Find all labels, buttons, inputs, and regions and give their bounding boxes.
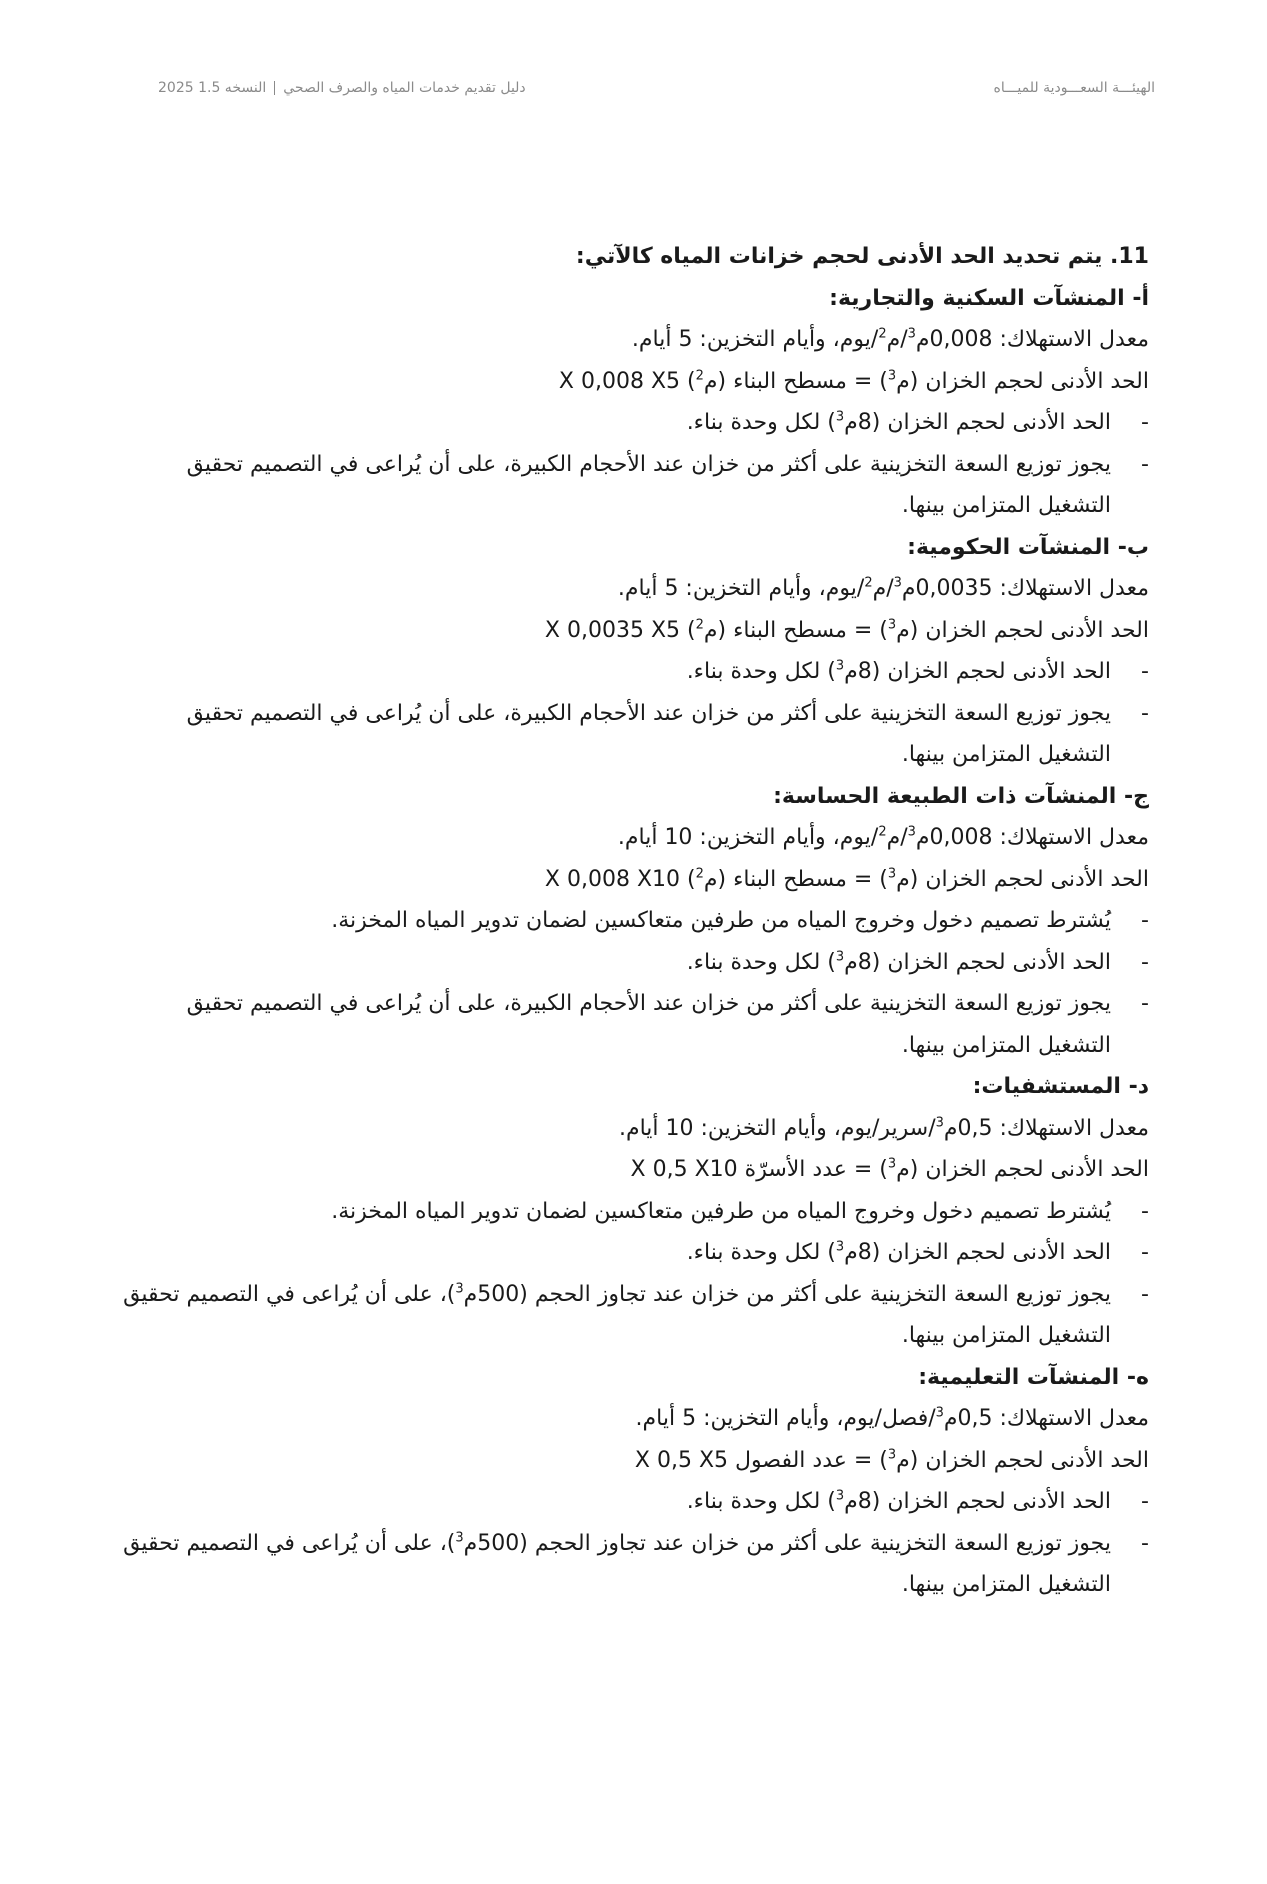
bullet-dash: -: [1141, 451, 1149, 477]
bullet-dash: -: [1141, 1198, 1149, 1224]
header-doc-title: دليل تقديم خدمات المياه والصرف الصحي: [283, 80, 526, 96]
bullet-distribution: [119, 1523, 1149, 1606]
superscript: 2: [695, 368, 704, 384]
bullet-dash: -: [1141, 908, 1149, 933]
text-run: ) لكل وحدة بناء.: [686, 410, 836, 435]
text-run: معدل الاستهلاك: 0,0035م: [901, 576, 1149, 601]
superscript: 3: [835, 1488, 845, 1504]
superscript: 3: [887, 866, 897, 882]
bullet-dash: -: [1141, 1530, 1149, 1556]
text-run: /سرير/يوم، وأيام التخزين: 10 أيام.: [618, 1115, 936, 1141]
text-run: الحد الأدنى لحجم الخزان (م: [896, 1157, 1149, 1182]
min-volume-formula: [119, 1440, 1149, 1482]
text-run: يجوز توزيع السعة التخزينية على أكثر من خزان عند تجاوز الحجم (500م: [463, 1281, 1111, 1307]
section-title: ب- المنشآت الحكومية:: [907, 534, 1149, 560]
text-run: /م: [872, 576, 894, 601]
text-run: ) X 0,008 X5: [558, 368, 696, 394]
bullet-dash: -: [1141, 410, 1149, 435]
text-run: ) X 0,0035 X5: [544, 617, 696, 643]
text-run: الحد الأدنى لحجم الخزان (م: [896, 617, 1149, 643]
text-run: ) لكل وحدة بناء.: [686, 1240, 836, 1265]
bullet-min-volume: [119, 402, 1149, 444]
superscript: 2: [695, 617, 704, 633]
superscript: 3: [835, 1239, 845, 1255]
text-run: ) لكل وحدة بناء.: [686, 949, 836, 975]
bullet-inlet-outlet: [119, 1191, 1149, 1233]
min-volume-formula: [119, 361, 1149, 403]
text-run: ) = عدد الفصول X 0,5 X5: [634, 1447, 888, 1473]
header-doc-info: [158, 80, 526, 96]
superscript: 3: [887, 1156, 897, 1172]
text-run: /يوم، وأيام التخزين: 10 أيام.: [617, 825, 879, 850]
section-title: د- المستشفيات:: [972, 1074, 1149, 1099]
text-run: /فصل/يوم، وأيام التخزين: 5 أيام.: [635, 1406, 936, 1431]
text-run: الحد الأدنى لحجم الخزان (8م: [844, 949, 1111, 975]
text-run: الحد الأدنى لحجم الخزان (م: [896, 1447, 1149, 1473]
text-run: معدل الاستهلاك: 0,5م: [943, 1115, 1149, 1141]
text-run: يجوز توزيع السعة التخزينية على أكثر من خزان عند الأحجام الكبيرة، على أن يُراعى في التصميم تحقيق التشغيل المتزامن بينها.: [186, 991, 1111, 1058]
superscript: 2: [864, 575, 873, 591]
bullet-dash: -: [1141, 949, 1149, 975]
superscript: 3: [887, 617, 897, 633]
text-run: )، على أن يُراعى في التصميم تحقيق التشغيل المتزامن بينها.: [123, 1530, 1111, 1597]
bullet-distribution: [119, 444, 1149, 527]
text-run: معدل الاستهلاك: 0,008م: [915, 327, 1149, 352]
text-run: معدل الاستهلاك: 0,008م: [915, 825, 1149, 850]
text-run: الحد الأدنى لحجم الخزان (8م: [844, 1489, 1111, 1514]
bullet-dash: -: [1141, 1489, 1149, 1514]
text-run: الحد الأدنى لحجم الخزان (8م: [844, 410, 1111, 435]
section-title: ه- المنشآت التعليمية:: [918, 1364, 1149, 1390]
min-volume-formula: [119, 1149, 1149, 1191]
document-body: [119, 236, 1149, 1606]
superscript: 2: [878, 824, 887, 840]
superscript: 3: [455, 1530, 464, 1546]
text-run: ) X 0,008 X10: [544, 866, 696, 892]
text-run: يُشترط تصميم دخول وخروج المياه من طرفين متعاكسين لضمان تدوير المياه المخزنة.: [331, 1198, 1111, 1224]
section-title: ج- المنشآت ذات الطبيعة الحساسة:: [773, 783, 1149, 809]
superscript: 3: [835, 409, 845, 425]
text-run: /م: [886, 825, 908, 850]
superscript: 3: [935, 1115, 944, 1131]
bullet-dash: -: [1141, 1281, 1149, 1307]
bullet-dash: -: [1141, 700, 1149, 726]
text-run: /يوم، وأيام التخزين: 5 أيام.: [617, 576, 865, 601]
superscript: 3: [835, 658, 845, 674]
consumption-rate: [119, 1398, 1149, 1440]
text-run: /م: [886, 327, 908, 352]
text-run: معدل الاستهلاك: 0,5م: [943, 1406, 1149, 1431]
main-heading: 11. يتم تحديد الحد الأدنى لحجم خزانات المياه كالآتي:: [575, 244, 1149, 269]
bullet-dash: -: [1141, 1240, 1149, 1265]
consumption-rate: [119, 568, 1149, 610]
section-title: أ- المنشآت السكنية والتجارية:: [829, 285, 1149, 311]
header-separator: [274, 81, 275, 95]
bullet-distribution: [119, 1274, 1149, 1357]
superscript: 3: [907, 326, 916, 342]
text-run: ) = مسطح البناء (م: [703, 617, 888, 643]
min-volume-formula: [119, 859, 1149, 901]
superscript: 2: [695, 866, 704, 882]
text-run: الحد الأدنى لحجم الخزان (8م: [844, 659, 1111, 684]
consumption-rate: [119, 817, 1149, 859]
text-run: ) لكل وحدة بناء.: [686, 659, 836, 684]
superscript: 3: [907, 824, 916, 840]
superscript: 3: [835, 949, 845, 965]
bullet-min-volume: [119, 651, 1149, 693]
text-run: ) = مسطح البناء (م: [703, 368, 888, 394]
bullet-min-volume: [119, 942, 1149, 984]
superscript: 3: [935, 1405, 944, 1421]
bullet-distribution: [119, 983, 1149, 1066]
consumption-rate: [119, 1108, 1149, 1150]
text-run: يجوز توزيع السعة التخزينية على أكثر من خزان عند الأحجام الكبيرة، على أن يُراعى في التصميم تحقيق التشغيل المتزامن بينها.: [186, 700, 1111, 767]
text-run: الحد الأدنى لحجم الخزان (8م: [844, 1240, 1111, 1265]
consumption-rate: [119, 319, 1149, 361]
superscript: 3: [887, 368, 897, 384]
page-header: [158, 80, 1155, 104]
text-run: يُشترط تصميم دخول وخروج المياه من طرفين متعاكسين لضمان تدوير المياه المخزنة.: [331, 908, 1111, 933]
header-org-name: الهيئـــة السعـــودية للميـــاه: [993, 80, 1155, 96]
superscript: 3: [893, 575, 902, 591]
text-run: يجوز توزيع السعة التخزينية على أكثر من خزان عند الأحجام الكبيرة، على أن يُراعى في التصميم تحقيق التشغيل المتزامن بينها.: [186, 451, 1111, 518]
text-run: الحد الأدنى لحجم الخزان (م: [896, 866, 1149, 892]
text-run: /يوم، وأيام التخزين: 5 أيام.: [631, 327, 879, 352]
text-run: يجوز توزيع السعة التخزينية على أكثر من خزان عند تجاوز الحجم (500م: [463, 1530, 1111, 1556]
bullet-distribution: [119, 693, 1149, 776]
text-run: الحد الأدنى لحجم الخزان (م: [896, 368, 1149, 394]
bullet-dash: -: [1141, 991, 1149, 1016]
min-volume-formula: [119, 610, 1149, 652]
text-run: ) = مسطح البناء (م: [703, 866, 888, 892]
bullet-inlet-outlet: [119, 900, 1149, 942]
bullet-min-volume: [119, 1481, 1149, 1523]
superscript: 3: [455, 1281, 464, 1297]
bullet-min-volume: [119, 1232, 1149, 1274]
text-run: ) = عدد الأسرّة X 0,5 X10: [630, 1157, 888, 1182]
superscript: 2: [878, 326, 887, 342]
text-run: ) لكل وحدة بناء.: [686, 1489, 836, 1514]
text-run: )، على أن يُراعى في التصميم تحقيق التشغيل المتزامن بينها.: [123, 1281, 1111, 1348]
header-version: النسخه 1.5 2025: [158, 80, 267, 96]
bullet-dash: -: [1141, 659, 1149, 684]
superscript: 3: [887, 1447, 897, 1463]
